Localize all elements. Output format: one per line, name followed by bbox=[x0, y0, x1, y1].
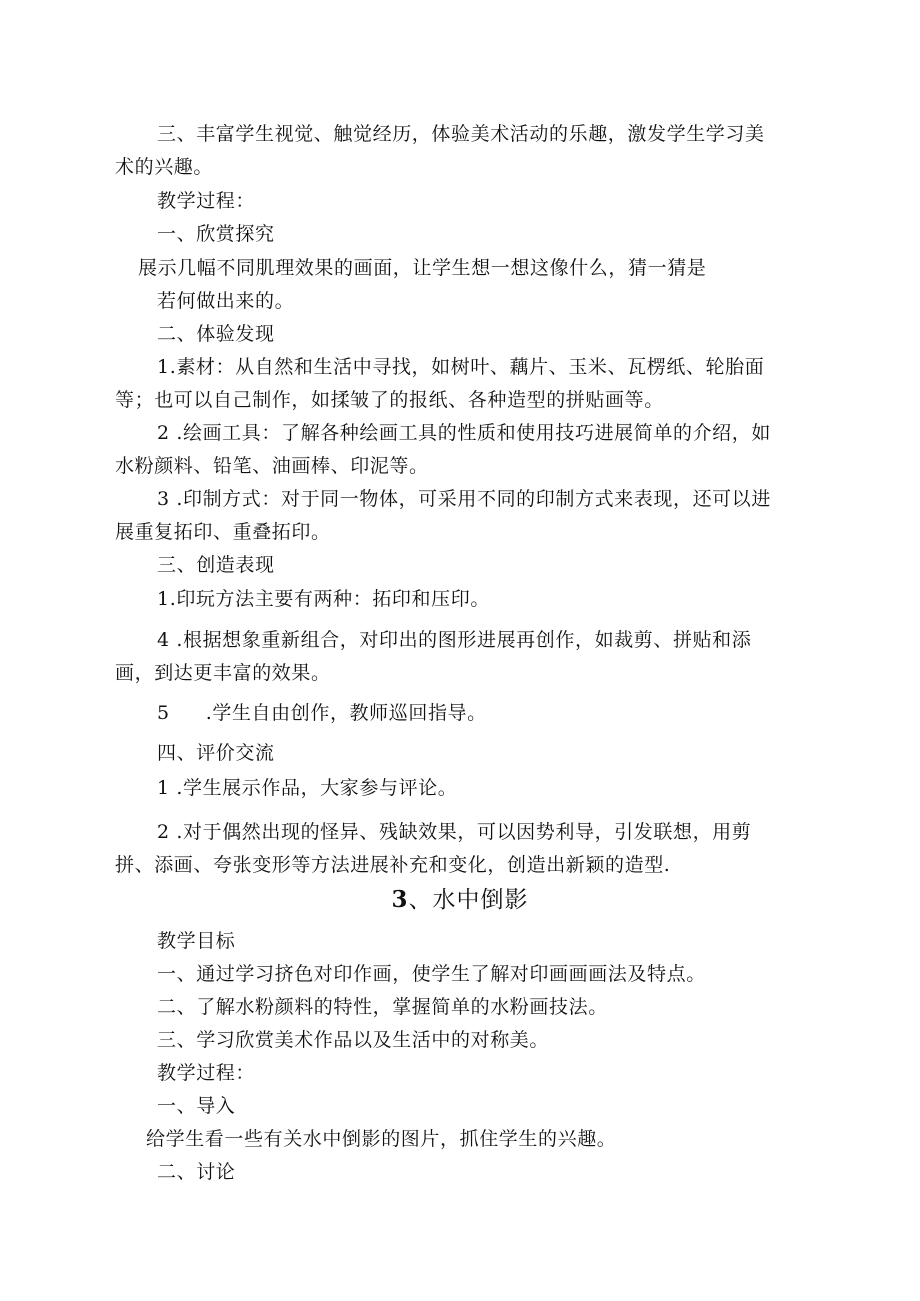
goal-3: 三、学习欣赏美术作品以及生活中的对称美。 bbox=[157, 1029, 550, 1051]
step-2-item-2-line-1: 2 .绘画工具：了解各种绘画工具的性质和使用技巧进展简单的介绍，如 bbox=[157, 422, 771, 444]
section-3-step-2-heading: 二、讨论 bbox=[157, 1161, 236, 1183]
step-3-item-5-number: 5 bbox=[157, 702, 170, 724]
step-1-line-1: 展示几幅不同肌理效果的画面，让学生想一想这像什么，猜一猜是 bbox=[138, 257, 707, 279]
step-3-item-4-line-1: 4 .根据想象重新组合，对印出的图形进展再创作，如裁剪、拼贴和添 bbox=[157, 629, 752, 651]
section-title-number: 3 bbox=[391, 886, 409, 913]
objective-3-line-2: 术的兴趣。 bbox=[115, 156, 214, 178]
step-3-item-5 bbox=[157, 701, 487, 725]
step-3-heading: 三、创造表现 bbox=[157, 554, 275, 576]
step-2-item-1-line-2: 等；也可以自己制作，如揉皱了的报纸、各种造型的拼贴画等。 bbox=[115, 389, 664, 411]
section-3-step-1-heading: 一、导入 bbox=[157, 1095, 236, 1117]
step-2-item-3-line-2: 展重复拓印、重叠拓印。 bbox=[115, 521, 331, 543]
step-1-heading: 一、欣赏探究 bbox=[157, 223, 275, 245]
step-4-item-2-line-1: 2 .对于偶然出现的怪异、残缺效果，可以因势利导，引发联想，用剪 bbox=[157, 821, 752, 843]
section-3-process-heading: 教学过程： bbox=[157, 1062, 256, 1084]
step-4-item-1: 1 .学生展示作品，大家参与评论。 bbox=[157, 777, 458, 799]
section-3-step-1-text: 给学生看一些有关水中倒影的图片，抓住学生的兴趣。 bbox=[146, 1128, 617, 1150]
process-heading: 教学过程： bbox=[157, 190, 256, 212]
step-1-line-2: 若何做出来的。 bbox=[157, 290, 295, 312]
step-3-item-1: 1.印玩方法主要有两种：拓印和压印。 bbox=[157, 588, 490, 610]
step-3-item-5-text: .学生自由创作，教师巡回指导。 bbox=[205, 702, 487, 724]
step-4-item-2-line-2: 拼、添画、夸张变形等方法进展补充和变化，创造出新颖的造型. bbox=[115, 854, 671, 876]
goal-2: 二、了解水粉颜料的特性，掌握简单的水粉画技法。 bbox=[157, 996, 608, 1018]
section-title bbox=[0, 885, 920, 915]
objective-3-line-1: 三、丰富学生视觉、触觉经历，体验美术活动的乐趣，激发学生学习美 bbox=[157, 123, 765, 145]
step-2-item-3-line-1: 3 .印制方式：对于同一物体，可采用不同的印制方式来表现，还可以进 bbox=[157, 488, 771, 510]
goal-1: 一、通过学习挤色对印作画，使学生了解对印画画画法及特点。 bbox=[157, 963, 706, 985]
step-2-heading: 二、体验发现 bbox=[157, 323, 275, 345]
step-3-item-4-line-2: 画，到达更丰富的效果。 bbox=[115, 662, 331, 684]
step-2-item-1-line-1: 1.素材：从自然和生活中寻找，如树叶、藕片、玉米、瓦楞纸、轮胎面 bbox=[157, 356, 765, 378]
step-2-item-2-line-2: 水粉颜料、铅笔、油画棒、印泥等。 bbox=[115, 455, 429, 477]
goals-heading: 教学目标 bbox=[157, 930, 236, 952]
section-title-text: 、水中倒影 bbox=[408, 887, 529, 913]
step-4-heading: 四、评价交流 bbox=[157, 742, 275, 764]
